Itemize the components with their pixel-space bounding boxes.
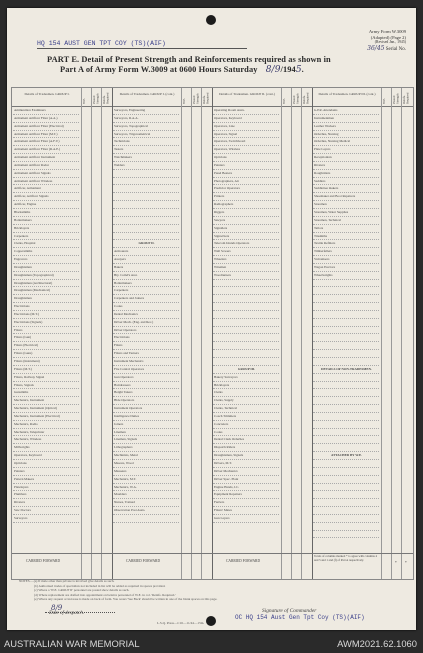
trade-row [313,429,379,437]
trade-row [313,319,379,327]
trade-row [113,233,179,241]
header-we-3: W.E. [282,97,286,104]
trade-row: Armament Artificer Signals [13,170,79,178]
col-line [101,88,102,579]
trade-row: Bty. Comd's Asst. [113,272,179,280]
header-posted-1: Posted Strength [92,93,100,104]
header-details-4: Details of Tradesmen. GROUP III. (cont.) [318,92,376,96]
trade-row: Linemen, Signals [113,436,179,444]
trade-row: Wagon Erectors [313,264,379,272]
trade-row: Opticians [13,460,79,468]
trade-row: Masons, Wood [113,460,179,468]
trade-row: Surveyors, R.A.A. [113,115,179,123]
trade-row: Fitters (Gun) [13,334,79,342]
punch-hole-bottom [206,616,216,626]
unit-typed: HQ 154 AUST GEN TPT COY (TS)(AIF) [37,40,166,47]
trade-row [213,295,279,303]
group-heading: GROUP II. [113,240,179,248]
trade-row: Operators, Wireless [213,146,279,154]
trade-row: Cooks [213,429,279,437]
form-ref-line2: (Adapted) (Page 2) [370,34,406,40]
trade-row: Mechanics, M.T. [113,476,179,484]
trade-row [313,389,379,397]
serial-number: 36/45 [367,44,385,52]
group-heading: GROUP III. [213,366,279,374]
trade-row: Armament Artificer Fitter (M.T.) [13,131,79,139]
group-heading: ATTACHED BY W.E. [313,452,379,460]
trade-row [213,319,279,327]
col-line [301,88,302,579]
trade-row: Engine Hands, I.C. [213,484,279,492]
trade-row: Operators, Signal [213,131,279,139]
header-we-1: W.E. [82,97,86,104]
trade-row: Mechanics, Radio [13,421,79,429]
trade-row: Mechanics, Instrument (Electrical) [13,413,79,421]
trade-row: Painters [13,468,79,476]
trade-row: Technicians [113,138,179,146]
trade-row: Bricklayers [213,382,279,390]
trade-row: G.P.R. Attendants [313,107,379,115]
trade-row: Tailors [313,225,379,233]
trade-row: Mechanics, Instrument [13,397,79,405]
asterisk-2: * [405,561,407,565]
trade-row: Mechanics, W.A. [113,484,179,492]
trade-row: Intelligence Duties [113,413,179,421]
trade-row: Fitters (Electrical) [13,342,79,350]
trade-row [313,358,379,366]
title-date-handwritten: 8/9 [265,65,281,75]
trade-row: Riggers [213,209,279,217]
trade-row: Fitters (M.T.) [13,366,79,374]
trade-row [313,280,379,288]
trade-row [313,287,379,295]
trade-row [313,491,379,499]
note-b: (b) Authorised trades of specialists not included in list will be added as required in spaces provided. [34,583,166,588]
trade-row: Dental Clerk Orderlies [213,436,279,444]
trade-row: Surveyors, Trigonometrical [113,131,179,139]
footer-bar [0,636,423,653]
trade-row: Riveters [13,499,79,507]
trade-row: Plate Layers [313,146,379,154]
trade-row: Sawyers [213,217,279,225]
trade-row: Leather Workers [313,123,379,131]
trade-row: Fitters [13,327,79,335]
trade-row: Draughtsmen (Architectural) [13,280,79,288]
trade-row [313,468,379,476]
trade-row: Surveyors, Engineering [113,107,179,115]
title-line2-text: Part A of Army Form W.3009 at 0600 Hours Saturday [60,65,258,74]
trade-row: Cooks [113,303,179,311]
trade-row [313,405,379,413]
trade-row: Mechanics, Wireless [13,436,79,444]
col-line [91,88,92,579]
trade-row [313,507,379,515]
trade-row: Lithographers [113,444,179,452]
trade-row [113,201,179,209]
trade-row [313,397,379,405]
trade-row: Mechanics, Instrument (Optical) [13,405,79,413]
trade-row: Armament Artificer Fitter (Electrical) [13,123,79,131]
trade-row: Hairdressers [113,382,179,390]
trade-row: Watchmakers [113,154,179,162]
form-sheet [7,8,416,630]
trade-row: Gunsmiths [13,389,79,397]
trade-row: Armament Artificer Wireless [13,178,79,186]
trade-row: Engravers [13,256,79,264]
trade-row: Surveyors, Topographical [113,123,179,131]
trade-row: Storemen, Technical [313,217,379,225]
col-line [381,88,382,579]
trade-row: Electricians [113,334,179,342]
trade-row: Carpenters [113,287,179,295]
trade-row: Tinsmiths [313,233,379,241]
header-we-4: W.E. [382,97,386,104]
trade-row: Artificer, Artificer Signals [13,193,79,201]
trade-row: Saddletree makers [313,185,379,193]
trade-row [313,523,379,531]
trade-row: Bakery Surveyors [213,374,279,382]
trade-row: Instrument Mechanics [113,358,179,366]
trade-row: Panel Beaters [213,170,279,178]
trade-row: Dispatch Riders [213,444,279,452]
signature-typed: OC HQ 154 Aust Gen Tpt Coy (TS)(AIF) [235,614,365,621]
trade-row: Fitters, Signals [13,382,79,390]
trade-row: Orderlies, Nursing Medical [313,138,379,146]
group-heading: DETAILS OF NON-TRADESMEN. [313,366,379,374]
trade-row: Concreters [213,421,279,429]
trade-list-group-2-cont [213,107,279,523]
trade-row: Boilermakers [13,217,79,225]
header-reinf-3: Reinfs. Required [302,92,310,104]
trade-row: Driver Mechanics [213,468,279,476]
trade-row: Storemen, Water Supplies [313,209,379,217]
trade-row: Vulcanisers [313,256,379,264]
trade-row: Operators, Keyboard [213,115,279,123]
trade-row [313,436,379,444]
trade-row: Fitters' Mates [213,507,279,515]
title-year-handwritten: 5 [295,65,302,75]
totals-note: Totals of columns marked * to agree with columns 4 and 5 and 1 and (f) of Part A respectively. [314,554,378,562]
trade-row [213,311,279,319]
title-year: /194 [280,65,296,74]
title-line1: PART E. Detail of Present Strength and Reinforcements required as shown in [47,55,331,64]
trade-row [313,374,379,382]
carried-forward-3: CARRIED FORWARD [226,559,261,563]
serial-label: Serial No. [385,46,406,52]
trade-row: Draughtsmen (Mechanical) [13,287,79,295]
trade-list-group-3-cont [313,107,379,538]
trade-row: Linemen [113,429,179,437]
header-details-1: Details of Tradesmen. GROUP I. [24,92,70,96]
trade-row [213,342,279,350]
col-line [291,88,292,579]
col-line [401,88,402,579]
trade-row [313,499,379,507]
trade-row [113,185,179,193]
signature-label: Signature of Commander [262,608,317,614]
strength-table [11,87,414,580]
trade-row: Instrument Operators [113,405,179,413]
footer-accession-number: AWM2021.62.1060 [337,638,417,649]
trade-row: Electricians (M.T.) [13,311,79,319]
trade-row [213,280,279,288]
trade-row [313,444,379,452]
trade-row: Dental Mechanics [113,311,179,319]
trade-row: Driver Mech. (Eng. and Rec.) [113,319,179,327]
trade-row: Drivers, M.T. [213,460,279,468]
trade-row [313,334,379,342]
trade-row: Textile Refitters [313,240,379,248]
trade-row: Nurses, Trained [113,499,179,507]
trade-row: Armourers [113,248,179,256]
trade-row: Mechanics, Teleprinter [13,429,79,437]
trade-row: Draughtsmen [13,295,79,303]
trade-row [313,342,379,350]
trade-row: Timberfellers [313,248,379,256]
trade-row: Photographers, Air [213,178,279,186]
trade-list-group-1-cont [113,107,179,523]
trade-row: Wiremen [213,264,279,272]
date-of-despatch-label: Date of despatch. [49,611,85,616]
form-ref-line3: (Revised Jan., 1945) [374,40,406,45]
col-line [391,88,392,579]
trade-row [213,334,279,342]
trade-row: Platelayers [13,484,79,492]
col-line [181,88,182,579]
trade-row: Clerks, Supply [213,397,279,405]
header-reinf-1: Reinfs. Required [102,92,110,104]
trade-row [313,303,379,311]
header-posted-4: Posted Strength [392,93,400,104]
trade-row [313,476,379,484]
trade-row: Instrumentmen [313,115,379,123]
header-details-3: Details of Tradesmen. GROUP II. (cont.) [219,92,275,96]
trade-row: Plumbers [13,491,79,499]
trade-row: Wall Sowers [213,248,279,256]
trade-row [213,287,279,295]
trade-row [113,178,179,186]
trade-row: Carpenters [13,233,79,241]
trade-row [313,413,379,421]
title-line2 [47,65,331,75]
trade-row [113,209,179,217]
trade-list-group-1 [13,107,79,523]
trade-row: Moulders [113,491,179,499]
trade-row: Clerks [213,389,279,397]
trade-row: Gun Layers [213,515,279,523]
trade-row [213,327,279,335]
trade-row: Storemen [313,201,379,209]
trade-row: Armament Artificer Fitter (A.A.) [13,115,79,123]
trade-row [113,515,179,523]
trade-row [213,350,279,358]
trade-row: Shoemaker and Boot Repairers [313,193,379,201]
trade-row: Orderlies, Nursing [313,131,379,139]
note-e: (e) Where any request or increase is made on back of form. You wears 'See Back' should be written in one of the blank spaces on this page. [34,597,218,601]
unit-underline [37,48,247,49]
trade-row: Gun Operators [113,374,179,382]
trade-row: Armament Artificer Fitter (R.A.E.) [13,146,79,154]
trade-row: Electricians [13,303,79,311]
header-we-2: W.E. [182,97,186,104]
trade-row: Boilermakers [113,280,179,288]
trade-row: Receptionists [313,154,379,162]
trade-row: Bricklayers [13,225,79,233]
trade-row: Testers [113,146,179,154]
trade-row: Roughriders [313,170,379,178]
trade-row: Saddlers [313,178,379,186]
trade-row: Operating Room Assts. [213,107,279,115]
form-notes [19,579,217,602]
trade-row: Fitters, Railway Signal [13,374,79,382]
trade-row [313,311,379,319]
trade-row: Printers [213,193,279,201]
trade-row: Carpenters and Joiners [113,295,179,303]
trade-row: Fitters (Instrument) [13,358,79,366]
trade-row: Driver Spec. Plant [213,476,279,484]
trade-row [213,303,279,311]
trade-row: Observation Post Assts. [113,507,179,515]
asterisk-1: * [395,561,397,565]
col-line [201,88,202,579]
header-posted-3: Posted Strength [292,93,300,104]
trade-row [313,350,379,358]
trade-row: Painters [213,162,279,170]
trade-row: Predictor Operators [213,185,279,193]
trade-row: Riveters [313,162,379,170]
trade-row: Clerks, Hospital [13,240,79,248]
carried-forward-2: CARRIED FORWARD [126,559,161,563]
trade-row [213,358,279,366]
trade-row: Woodturners [213,272,279,280]
note-d: (d) Where replacement are drafted into appointment on beleive personnel of W.E. in col. 'Reinfs. Required.' [34,592,176,597]
trade-row: Artificer, Armament [13,185,79,193]
trade-row [313,382,379,390]
trade-row: Fitters and Turners [113,350,179,358]
note-a: NOTES.—(a) If male other than private is involved give details as such. [19,579,115,583]
trade-row: Welders [113,162,179,170]
despatch-date-handwritten: 8/9 [51,604,63,612]
trade-row: Hide Operators [113,397,179,405]
trade-row [313,295,379,303]
trade-row: Fitters [113,342,179,350]
trade-row: Wheelers [213,256,279,264]
trade-row: Armament Artificer Instrument [13,154,79,162]
col-line [191,88,192,579]
trade-row: Operators, Switchboard [213,138,279,146]
trade-row: Operators, Line [213,123,279,131]
form-ref-line1: Army Form W.3009 [368,29,406,34]
trade-row [313,327,379,335]
trade-row [313,421,379,429]
header-details-2: Details of Tradesmen. GROUP I. (cont.) [119,92,175,96]
trade-row [113,225,179,233]
carried-forward-1: CARRIED FORWARD [26,559,61,563]
trade-row: Fitters (Guns) [13,350,79,358]
trade-row: Draughtsmen [13,264,79,272]
trade-row [313,460,379,468]
trade-row: Pattern Makers [13,476,79,484]
header-posted-2: Posted Strength [192,93,200,104]
trade-row: Joiners [113,421,179,429]
trade-row: Blacksmiths [13,209,79,217]
form-reference [367,29,406,52]
trade-row: Signwriters [213,233,279,241]
trade-row: Ammunition Examiners [13,107,79,115]
trade-row: Opticians [213,154,279,162]
trade-row [313,515,379,523]
trade-row: Clerks, Technical [213,405,279,413]
header-reinf-2: Reinfs. Required [202,92,210,104]
trade-row: Draughtsmen, Signals [213,452,279,460]
punch-hole-top [206,15,216,25]
col-line [281,88,282,579]
col-line [81,88,82,579]
trade-row: Armament Artificer Radar [13,162,79,170]
trade-row: Radiographers [213,201,279,209]
title-period: . [301,65,304,74]
trade-row: Wheelwrights [313,272,379,280]
footer-institution: AUSTRALIAN WAR MEMORIAL [4,638,140,649]
trade-row: Draughtsmen (Topographical) [13,272,79,280]
part-e-title [47,55,331,75]
trade-row: Driver Operators [113,327,179,335]
trade-row: Telecom Islands Operators [213,240,279,248]
trade-row: Assayers [113,256,179,264]
trade-row [113,193,179,201]
trade-row: Surveyors [13,515,79,523]
trade-row: Equipment Repairers [213,491,279,499]
trade-row: Fire Control Operators [113,366,179,374]
trade-row: Armament Artificer Fitter (A.F.V.) [13,138,79,146]
trade-row [313,531,379,539]
trade-row [113,217,179,225]
trade-row: Bakers [113,264,179,272]
trade-row: Coppersmiths [13,248,79,256]
note-c: (c) Where a 'W.E. GROUP II' personnel are posted show details as such. [34,588,130,592]
printer-line: L.S.Q. Press—C16—11/44—15m. [157,621,205,625]
trade-row: Artificer, Engine [13,201,79,209]
header-reinf-4: Reinfs. Required [402,92,410,104]
trade-row: Farriers [213,499,279,507]
trade-row: Coach Trimmers [213,413,279,421]
trade-row [113,170,179,178]
trade-row: Height Takers [113,389,179,397]
trade-row: Signallers [213,225,279,233]
trade-row: Machinists, Metal [113,452,179,460]
trade-row: Operators, Keyboard [13,452,79,460]
trade-row: Saw Doctors [13,507,79,515]
trade-row: Electricians (Signals) [13,319,79,327]
trade-row: Millwrights [13,444,79,452]
trade-row: Masseurs [113,468,179,476]
trade-row [313,484,379,492]
